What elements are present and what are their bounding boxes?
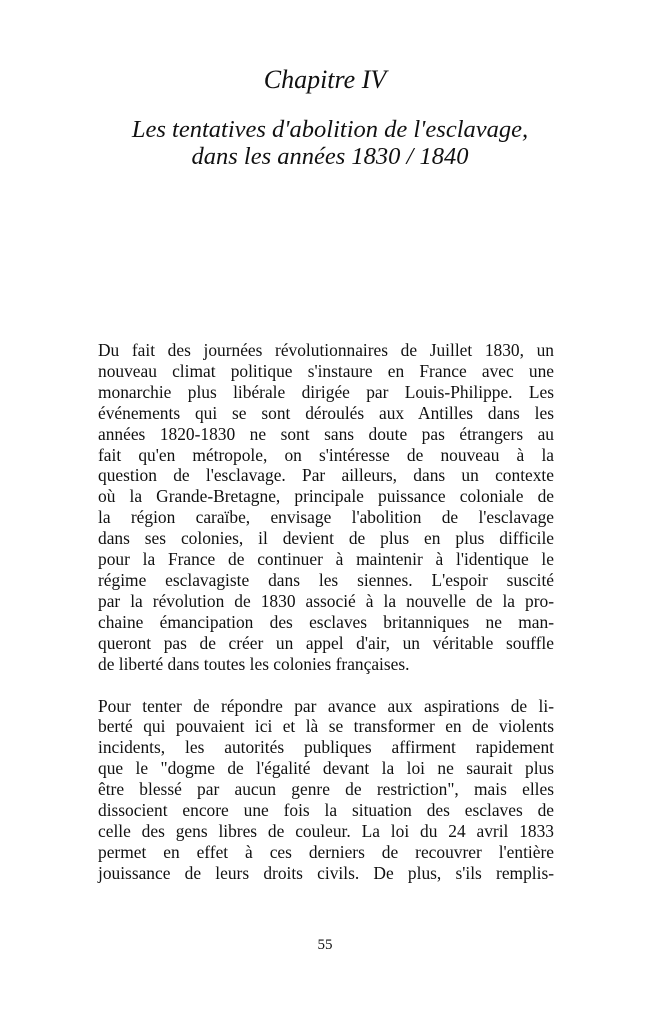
text-line: nouveau climat politique s'instaure en France avec une — [98, 360, 554, 381]
text-line: monarchie plus libérale dirigée par Louis-Philippe. Les — [98, 381, 554, 402]
text-line: être blessé par aucun genre de restriction", mais elles — [98, 779, 554, 800]
chapter-title-line: dans les années 1830 / 1840 — [191, 143, 469, 170]
chapter-title — [90, 116, 570, 170]
text-line: fait qu'en métropole, on s'intéresse de nouveau à la — [98, 444, 554, 465]
text-line: dissocient encore une fois la situation des esclaves de — [98, 800, 554, 821]
text-line: Du fait des journées révolutionnaires de Juillet 1830, un — [98, 340, 554, 360]
body-text — [98, 340, 554, 905]
text-line: berté qui pouvaient ici et là se transformer en de violents — [98, 716, 554, 737]
text-line: où la Grande-Bretagne, principale puissance coloniale de — [98, 486, 554, 507]
chapter-label: Chapitre IV — [263, 65, 387, 94]
text-line: dans ses colonies, il devient de plus en plus difficile — [98, 528, 554, 549]
text-line: régime esclavagiste dans les siennes. L'espoir suscité — [98, 569, 554, 590]
page-number: 55 — [317, 937, 333, 953]
text-line: permet en effet à ces derniers de recouvrer l'entière — [98, 841, 554, 862]
text-line: la région caraïbe, envisage l'abolition de l'esclavage — [98, 507, 554, 528]
paragraph-2 — [98, 696, 554, 884]
text-line: années 1820-1830 ne sont sans doute pas étrangers au — [98, 423, 554, 444]
text-line: jouissance de leurs droits civils. De plus, s'ils remplis- — [98, 862, 554, 883]
text-line: incidents, les autorités publiques affirment rapidement — [98, 737, 554, 758]
text-line: queront pas de créer un appel d'air, un véritable souffle — [98, 632, 554, 653]
paragraph-1 — [98, 340, 554, 675]
text-line: par la révolution de 1830 associé à la nouvelle de la pro- — [98, 590, 554, 611]
chapter-title-line: Les tentatives d'abolition de l'esclavage, — [131, 116, 529, 143]
text-line: de liberté dans toutes les colonies françaises. — [98, 653, 410, 674]
text-line: chaine émancipation des esclaves britanniques ne man- — [98, 611, 554, 632]
text-line: celle des gens libres de couleur. La loi du 24 avril 1833 — [98, 820, 554, 841]
text-line: pour la France de continuer à maintenir à l'identique le — [98, 549, 554, 570]
text-line: Pour tenter de répondre par avance aux aspirations de li- — [98, 695, 554, 716]
text-line: que le "dogme de l'égalité devant la loi ne saurait plus — [98, 758, 554, 779]
text-line: événements qui se sont déroulés aux Antilles dans les — [98, 402, 554, 423]
text-line: question de l'esclavage. Par ailleurs, dans un contexte — [98, 465, 554, 486]
